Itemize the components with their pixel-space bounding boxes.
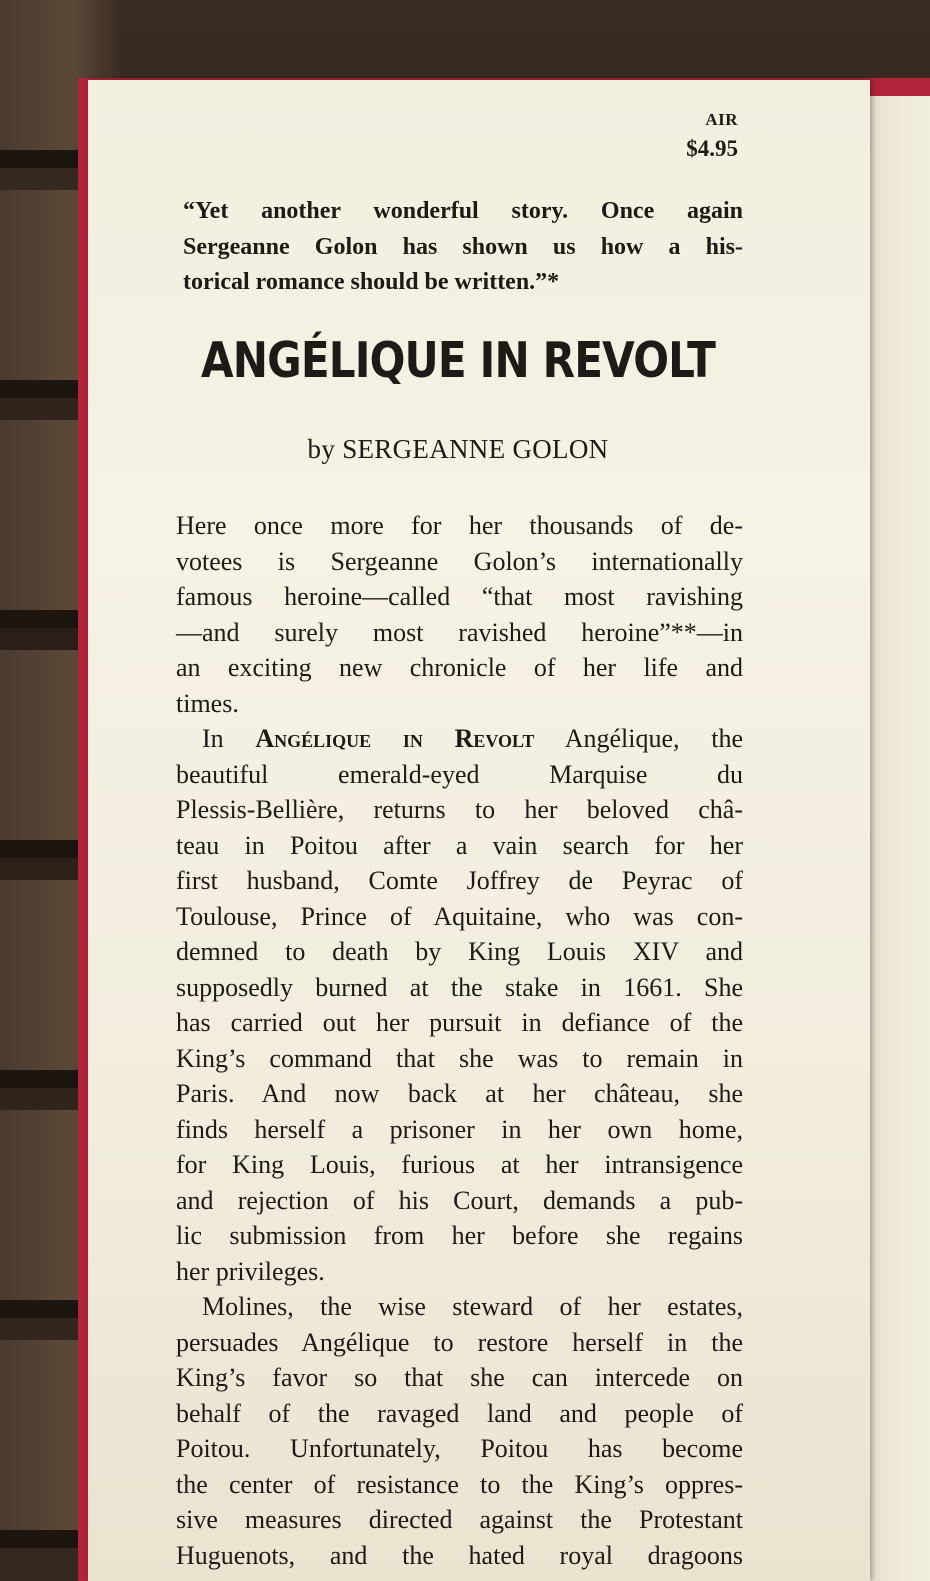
text-line: famous heroine—called “that most ravishing bbox=[176, 582, 743, 611]
dust-jacket-flap bbox=[88, 80, 870, 1581]
text-line: her privileges. bbox=[176, 1256, 325, 1286]
text-fragment: Angélique, the bbox=[534, 724, 743, 753]
book-page-edge bbox=[864, 96, 930, 1581]
text-line: behalf of the ravaged land and people of bbox=[176, 1398, 743, 1428]
text-line: Here once more for her thousands of de- bbox=[176, 511, 743, 540]
blurb-quote bbox=[183, 195, 743, 302]
text-fragment: In bbox=[202, 724, 256, 753]
text-line: supposedly burned at the stake in 1661. She bbox=[176, 972, 743, 1002]
text-line: Paris. And now back at her château, she bbox=[176, 1079, 743, 1108]
text-line: Huguenots, and the hated royal dragoons bbox=[176, 1540, 743, 1570]
text-line: King’s command that she was to remain in bbox=[176, 1043, 743, 1073]
text-line: Molines, the wise steward of her estates, bbox=[202, 1292, 743, 1321]
quote-line: “Yet another wonderful story. Once again bbox=[183, 198, 743, 224]
text-line: for King Louis, furious at her intransigence bbox=[176, 1150, 743, 1179]
text-line: —and surely most ravished heroine”**—in bbox=[176, 617, 743, 647]
text-line: the center of resistance to the King’s oppres- bbox=[176, 1469, 743, 1499]
text-line: times. bbox=[176, 688, 239, 718]
text-line: teau in Poitou after a vain search for her bbox=[176, 830, 743, 860]
price: $4.95 bbox=[686, 136, 738, 161]
book-title: ANGÉLIQUE IN REVOLT bbox=[200, 332, 716, 389]
inline-title: Angélique in Revolt bbox=[255, 724, 535, 753]
text-line: first husband, Comte Joffrey de Peyrac of bbox=[176, 866, 743, 895]
author-byline: by SERGEANNE GOLON bbox=[307, 434, 609, 464]
text-line: lic submission from her before she regains bbox=[176, 1221, 743, 1250]
text-line: an exciting new chronicle of her life and bbox=[176, 653, 743, 682]
text-line: beautiful emerald-eyed Marquise du bbox=[176, 759, 743, 789]
quote-line: Sergeanne Golon has shown us how a his- bbox=[183, 233, 743, 260]
text-line: Poitou. Unfortunately, Poitou has become bbox=[176, 1434, 743, 1463]
text-line: votees is Sergeanne Golon’s internationally bbox=[176, 546, 743, 576]
text-line: Plessis-Bellière, returns to her beloved châ- bbox=[176, 795, 743, 824]
price-code: AIR bbox=[705, 110, 738, 129]
text-line: Toulouse, Prince of Aquitaine, who was con- bbox=[176, 901, 743, 931]
text-line bbox=[176, 721, 743, 757]
text-line: King’s favor so that she can intercede on bbox=[176, 1363, 743, 1392]
quote-line: torical romance should be written.”* bbox=[183, 269, 560, 295]
text-line: persuades Angélique to restore herself in the bbox=[176, 1327, 743, 1357]
text-line: demned to death by King Louis XIV and bbox=[176, 937, 743, 966]
text-line: and rejection of his Court, demands a pub- bbox=[176, 1185, 743, 1215]
text-line: finds herself a prisoner in her own home, bbox=[176, 1114, 743, 1144]
text-line: sive measures directed against the Protestant bbox=[176, 1505, 743, 1534]
flap-body-text bbox=[176, 508, 743, 1573]
text-line: has carried out her pursuit in defiance of the bbox=[176, 1008, 743, 1037]
